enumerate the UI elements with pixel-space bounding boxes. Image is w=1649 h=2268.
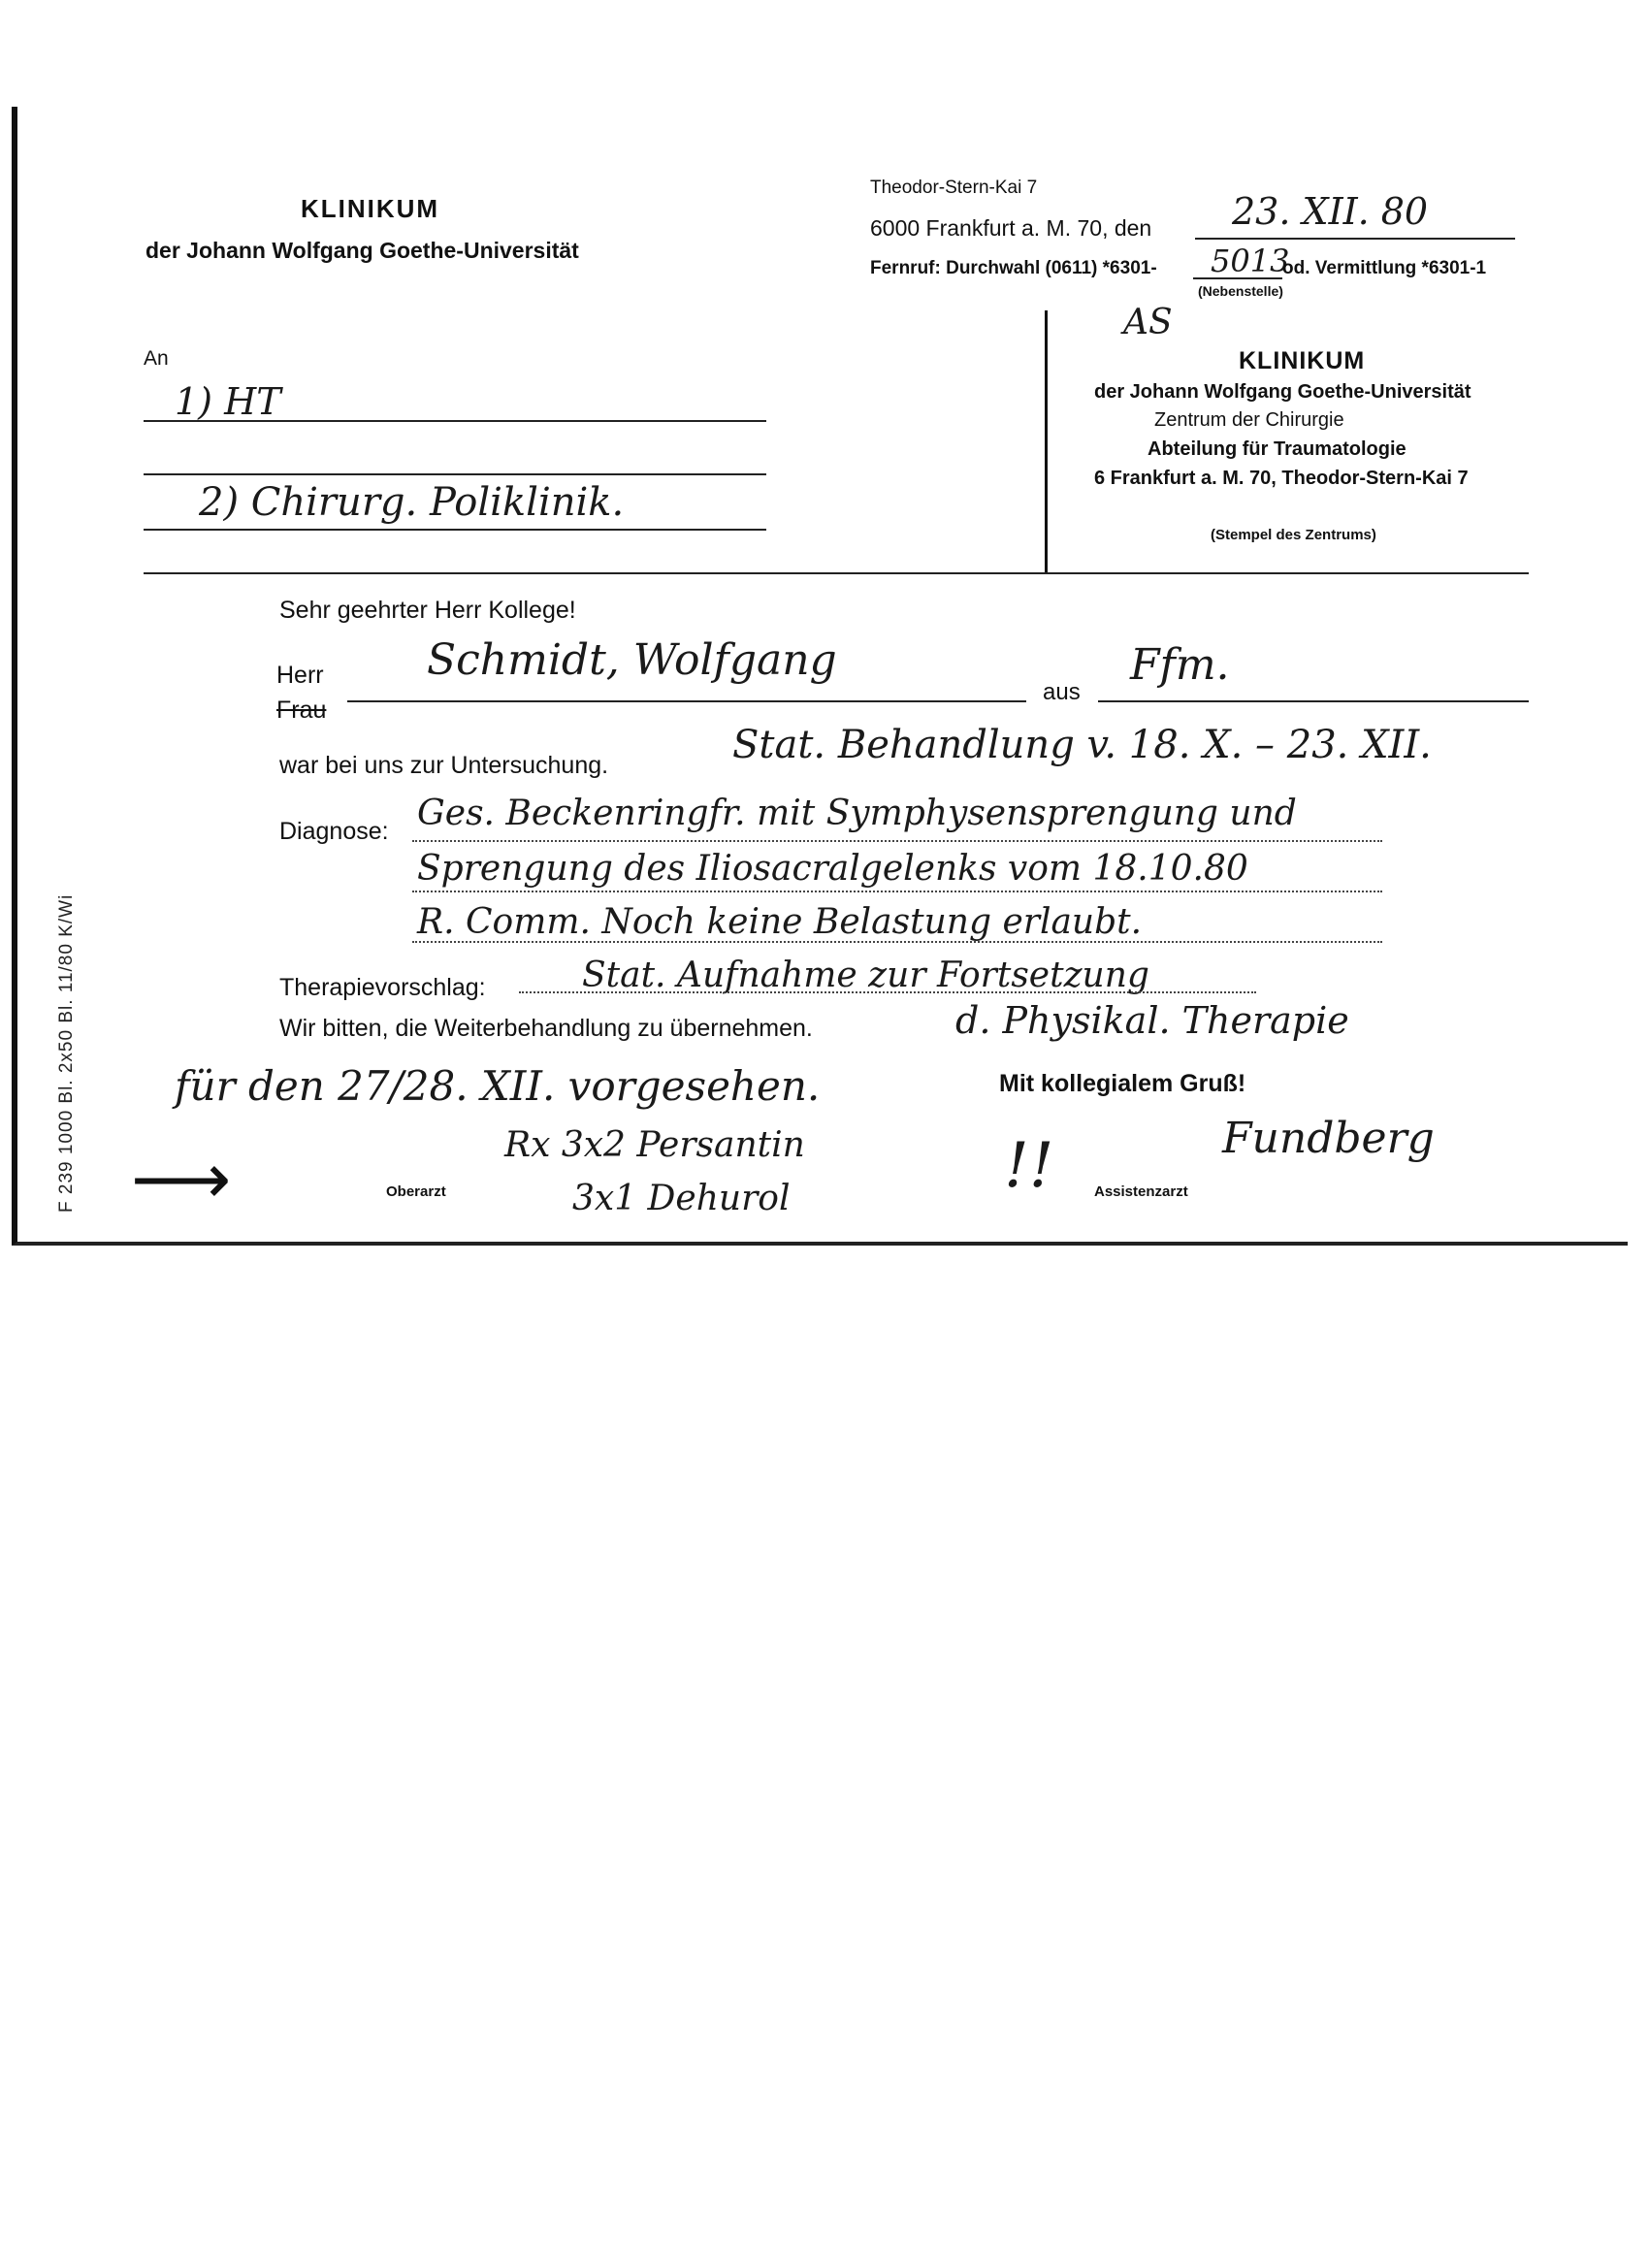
clinic-title: KLINIKUM xyxy=(301,194,440,223)
exclaim-marks: !! xyxy=(1004,1130,1054,1202)
diagnose-rule-3 xyxy=(412,941,1382,943)
greeting: Sehr geehrter Herr Kollege! xyxy=(279,597,576,624)
assistenz-label: Assistenzarzt xyxy=(1094,1183,1188,1200)
city-date-prefix: 6000 Frankfurt a. M. 70, den xyxy=(870,215,1152,241)
stamp-line-4: Abteilung für Traumatologie xyxy=(1148,438,1406,460)
exam-label-b: suchung. xyxy=(509,752,609,779)
date-handwritten: 23. XII. 80 xyxy=(1232,190,1429,233)
exam-label xyxy=(279,752,608,780)
extension-label: (Nebenstelle) xyxy=(1198,283,1283,299)
frau-label: Frau xyxy=(276,697,327,724)
aus-value: Ffm. xyxy=(1130,640,1230,690)
recipient-2: 2) Chirurg. Poliklinik. xyxy=(199,480,625,525)
closing: Mit kollegialem Gruß! xyxy=(999,1070,1246,1097)
followup-value: für den 27/28. XII. vorgesehen. xyxy=(175,1062,821,1110)
signature: Fundberg xyxy=(1222,1114,1435,1163)
an-label: An xyxy=(144,347,169,370)
therapie-label: Therapievorschlag: xyxy=(279,974,486,1001)
stamp-initials: AS xyxy=(1123,303,1173,342)
stamp-line-2: der Johann Wolfgang Goethe-Universität xyxy=(1094,381,1471,403)
oberarzt-label: Oberarzt xyxy=(386,1183,446,1200)
phone-prefix: Fernruf: Durchwahl (0611) *6301- xyxy=(870,258,1157,278)
stamp-line-3: Zentrum der Chirurgie xyxy=(1154,409,1344,431)
therapie-rule xyxy=(519,991,1256,993)
phone-suffix: od. Vermittlung *6301-1 xyxy=(1282,258,1487,278)
extension-line xyxy=(1193,277,1282,279)
weiter-value: d. Physikal. Therapie xyxy=(955,999,1349,1042)
side-print: F 239 1000 Bl. 2x50 Bl. 11/80 K/Wi xyxy=(56,893,77,1213)
exam-label-a: war bei uns zur Unter xyxy=(279,752,510,779)
arrow-icon: ⟶ xyxy=(131,1141,232,1218)
weiter-label: Wir bitten, die Weiterbehandlung zu übernehmen. xyxy=(279,1015,813,1042)
diagnose-rule-1 xyxy=(412,840,1382,842)
header-rule xyxy=(144,572,1529,574)
patient-name: Schmidt, Wolfgang xyxy=(427,635,837,685)
stamp-divider xyxy=(1045,310,1048,572)
therapie-value: Stat. Aufnahme zur Fortsetzung xyxy=(582,956,1149,995)
exam-value: Stat. Behandlung v. 18. X. – 23. XII. xyxy=(732,723,1432,767)
diagnose-label: Diagnose: xyxy=(279,818,389,845)
date-line xyxy=(1195,238,1515,240)
stamp-line-1: KLINIKUM xyxy=(1239,347,1366,374)
diagnose-line-3: R. Comm. Noch keine Belastung erlaubt. xyxy=(417,902,1143,942)
diagnose-rule-2 xyxy=(412,891,1382,892)
recipient-1: 1) HT xyxy=(175,380,281,423)
rx-line-2: 3x1 Dehurol xyxy=(572,1179,791,1218)
aus-label: aus xyxy=(1043,679,1081,705)
address-line-1 xyxy=(144,420,766,422)
diagnose-line-2: Sprengung des Iliosacralgelenks vom 18.10.80 xyxy=(417,849,1248,889)
rx-line-1: Rx 3x2 Persantin xyxy=(504,1125,805,1165)
aus-line xyxy=(1098,700,1529,702)
extension-handwritten: 5013 xyxy=(1211,243,1290,279)
street-address: Theodor-Stern-Kai 7 xyxy=(870,178,1038,198)
herr-label: Herr xyxy=(276,662,324,689)
clinic-subtitle: der Johann Wolfgang Goethe-Universität xyxy=(146,238,579,263)
diagnose-line-1: Ges. Beckenringfr. mit Symphysensprengung und xyxy=(417,794,1297,833)
stamp-line-5: 6 Frankfurt a. M. 70, Theodor-Stern-Kai 7 xyxy=(1094,468,1469,489)
address-line-3 xyxy=(144,529,766,531)
name-line xyxy=(347,700,1026,702)
stamp-label: (Stempel des Zentrums) xyxy=(1211,527,1376,543)
address-line-2 xyxy=(144,473,766,475)
